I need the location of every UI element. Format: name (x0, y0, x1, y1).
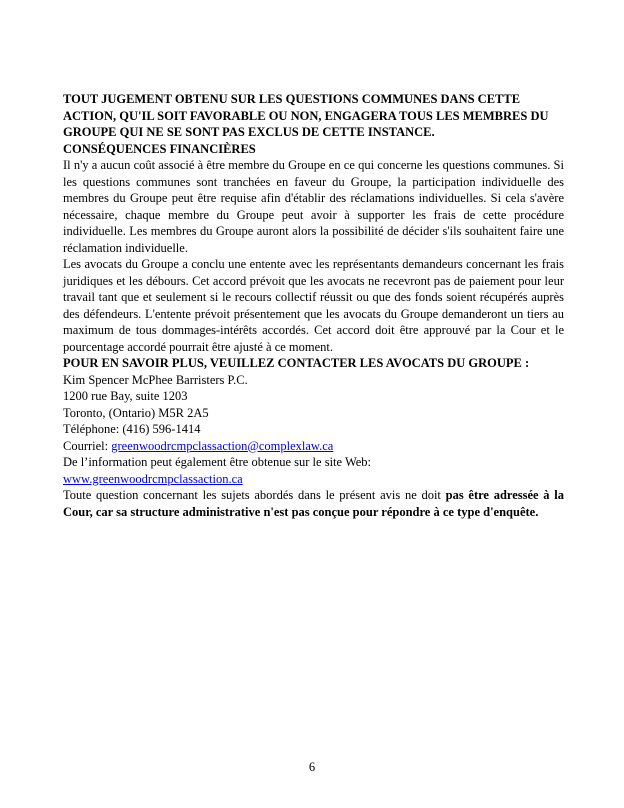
section-heading-contact-lawyers: POUR EN SAVOIR PLUS, VEUILLEZ CONTACTER LES AVOCATS DU GROUPE : (63, 356, 530, 370)
website-intro-text: De l’information peut également être obtenue sur le site Web: (63, 455, 372, 469)
financial-paragraph-2: Les avocats du Groupe a conclu une entente avec les représentants demandeurs concernant les frais juridiques et les débours. Cet accord prévoit que les avocats ne recevront pas de paiement pour leur travail tant que et seulement si le recours collectif réussit ou que des fonds soient récupérés auprès des défendeurs. L'entente prévoit présentement que les avocats du Groupe demanderont un tiers au maximum de tous dommages-intérêts accordés. Cet accord doit être approuvé par la Cour et le pourcentage accordé pourrait être ajusté à ce moment. (63, 257, 564, 354)
financial-paragraph-1: Il n'y a aucun coût associé à être membre du Groupe en ce qui concerne les questions communes. Si les questions communes sont tranchées en faveur du Groupe, la participation individuelle des membres du Groupe peut être requise afin d'établir des réclamations individuelles. Si cela s'avère nécessaire, chaque membre du Groupe peut avoir à supporter les frais de cette procédure individuelle. Les membres du Groupe auront alors la possibilité de décider s'ils souhaitent faire une réclamation individuelle. (63, 158, 564, 255)
page-number: 6 (308, 760, 316, 774)
closing-bold-text: pas être adressée à la Cour, car sa structure administrative n'est pas conçue pour répondre à ce type d'enquête. (63, 488, 564, 519)
judgment-warning-paragraph: TOUT JUGEMENT OBTENU SUR LES QUESTIONS COMMUNES DANS CETTE ACTION, QU'IL SOIT FAVORABLE OU NON, ENGAGERA TOUS LES MEMBRES DU GROUPE QUI NE SE SONT PAS EXCLUS DE CETTE INSTANCE. (63, 92, 549, 139)
contact-email-label: Courriel: (63, 438, 112, 453)
contact-email-line (63, 438, 564, 455)
closing-normal-text: Toute question concernant les sujets abordés dans le présent avis ne doit (63, 488, 446, 502)
contact-address-line-2: Toronto, (Ontario) M5R 2A5 (63, 405, 209, 420)
email-link[interactable]: greenwoodrcmpclassaction@complexlaw.ca (111, 438, 334, 453)
contact-address-line-1: 1200 rue Bay, suite 1203 (63, 389, 188, 403)
section-heading-consequences-financieres: CONSÉQUENCES FINANCIÈRES (63, 141, 256, 156)
contact-phone: Téléphone: (416) 596-1414 (63, 422, 201, 436)
closing-paragraph (63, 487, 564, 520)
website-block (63, 454, 564, 487)
contact-block (63, 372, 564, 455)
website-link[interactable]: www.greenwoodrcmpclassaction.ca (63, 471, 243, 486)
contact-firm-name: Kim Spencer McPhee Barristers P.C. (63, 372, 248, 387)
